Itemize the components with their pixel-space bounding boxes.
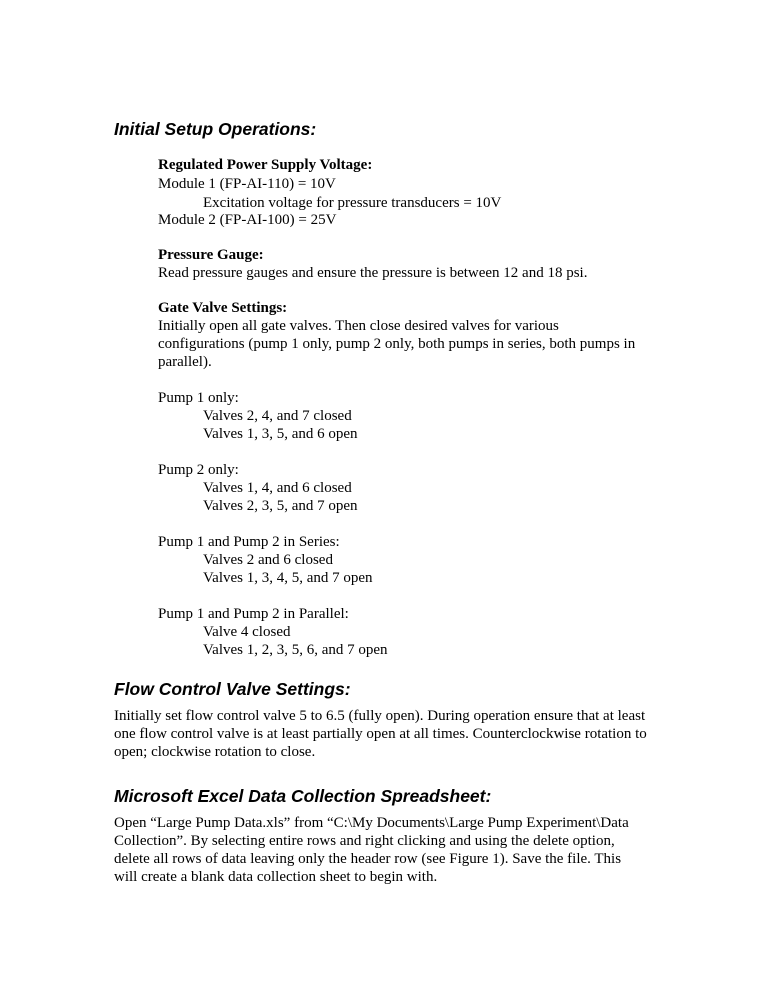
excel-line-3: delete all rows of data leaving only the header row (see Figure 1). Save the file. This bbox=[114, 851, 622, 867]
config-closed: Valve 4 closed bbox=[203, 624, 291, 640]
config-open: Valves 2, 3, 5, and 7 open bbox=[203, 498, 358, 514]
excel-line-2: Collection”. By selecting entire rows and right clicking and using the delete option, bbox=[114, 833, 615, 849]
excel-line-4: will create a blank data collection sheet to begin with. bbox=[114, 869, 438, 885]
power-supply-title: Regulated Power Supply Voltage: bbox=[158, 157, 373, 173]
power-line-1: Module 1 (FP-AI-110) = 10V bbox=[158, 176, 336, 192]
section-heading-flow-control: Flow Control Valve Settings: bbox=[114, 679, 351, 699]
config-open: Valves 1, 3, 4, 5, and 7 open bbox=[203, 570, 373, 586]
config-open: Valves 1, 2, 3, 5, 6, and 7 open bbox=[203, 642, 388, 658]
flow-control-line-1: Initially set flow control valve 5 to 6.5 (fully open). During operation ensure that at least bbox=[114, 708, 646, 724]
config-label: Pump 1 and Pump 2 in Parallel: bbox=[158, 606, 349, 622]
flow-control-line-2: one flow control valve is at least partially open at all times. Counterclockwise rotation to bbox=[114, 726, 647, 742]
config-label: Pump 2 only: bbox=[158, 462, 239, 478]
config-closed: Valves 2 and 6 closed bbox=[203, 552, 333, 568]
pressure-gauge-line: Read pressure gauges and ensure the pressure is between 12 and 18 psi. bbox=[158, 265, 588, 281]
config-open: Valves 1, 3, 5, and 6 open bbox=[203, 426, 358, 442]
power-line-3: Module 2 (FP-AI-100) = 25V bbox=[158, 212, 337, 228]
gate-valve-line-3: parallel). bbox=[158, 354, 212, 370]
pressure-gauge-title: Pressure Gauge: bbox=[158, 247, 264, 263]
flow-control-line-3: open; clockwise rotation to close. bbox=[114, 744, 316, 760]
config-closed: Valves 2, 4, and 7 closed bbox=[203, 408, 352, 424]
config-closed: Valves 1, 4, and 6 closed bbox=[203, 480, 352, 496]
excel-line-1: Open “Large Pump Data.xls” from “C:\My Documents\Large Pump Experiment\Data bbox=[114, 815, 629, 831]
config-label: Pump 1 and Pump 2 in Series: bbox=[158, 534, 340, 550]
gate-valve-line-2: configurations (pump 1 only, pump 2 only, both pumps in series, both pumps in bbox=[158, 336, 636, 352]
section-heading-excel: Microsoft Excel Data Collection Spreadsheet: bbox=[114, 786, 492, 806]
gate-valve-title: Gate Valve Settings: bbox=[158, 300, 288, 316]
power-line-2: Excitation voltage for pressure transducers = 10V bbox=[203, 195, 502, 211]
config-label: Pump 1 only: bbox=[158, 390, 239, 406]
gate-valve-line-1: Initially open all gate valves. Then close desired valves for various bbox=[158, 318, 559, 334]
section-heading-initial-setup: Initial Setup Operations: bbox=[114, 119, 317, 139]
